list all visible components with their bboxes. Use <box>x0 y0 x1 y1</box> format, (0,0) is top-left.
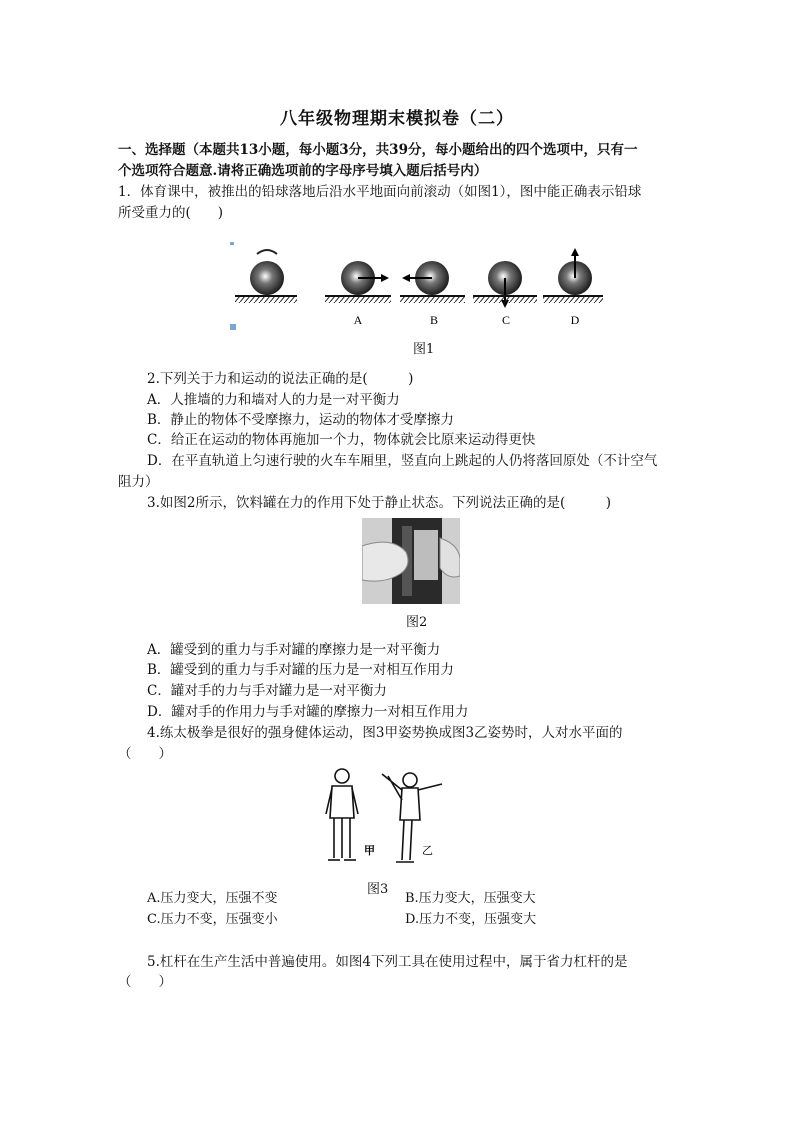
q3-option-d: D．罐对手的作用力与手对罐的摩擦力一对相互作用力 <box>147 704 469 720</box>
q2-option-d-cont: 阻力） <box>118 474 159 490</box>
q4-stem-line1: 4.练太极拳是很好的强身健体运动，图3甲姿势换成图3乙姿势时，人对水平面的 <box>147 725 623 741</box>
figure-1 <box>225 236 615 336</box>
q1-stem-line1: 1．体育课中，被推出的铅球落地后沿水平地面向前滚动（如图1），图中能正确表示铅球 <box>118 184 642 200</box>
section-heading-line2: 个选项符合题意.请将正确选项前的字母序号填入题后括号内） <box>118 163 488 179</box>
label-d: D <box>570 313 580 327</box>
q4-option-b: B.压力变大，压强变大 <box>405 891 536 906</box>
page-title: 八年级物理期末模拟卷（二） <box>280 109 514 129</box>
ball-plain <box>235 250 297 303</box>
q2-option-d: D．在平直轨道上匀速行驶的火车车厢里，竖直向上跳起的人仍将落回原处（不计空气 <box>147 453 658 469</box>
ball-option-c <box>473 261 537 308</box>
label-b: B <box>429 313 439 327</box>
figure-3-caption: 图3 <box>367 882 389 897</box>
q2-stem: 2.下列关于力和运动的说法正确的是( ) <box>147 371 414 387</box>
q4-stem-line2: （ ） <box>118 746 172 762</box>
q4-option-d: D.压力不变，压强变大 <box>405 912 537 927</box>
q5-stem-line2: （ ） <box>118 974 172 990</box>
q2-option-c: C．给正在运动的物体再施加一个力，物体就会比原来运动得更快 <box>147 432 536 448</box>
ball-option-a <box>325 261 391 303</box>
figure-2 <box>362 518 460 604</box>
figure-3 <box>318 766 448 866</box>
q4-option-c: C.压力不变，压强变小 <box>147 912 278 927</box>
section-heading-line1: 一、选择题（本题共13小题，每小题3分，共39分，每小题给出的四个选项中，只有一 <box>118 142 638 158</box>
q2-option-b: B．静止的物体不受摩擦力，运动的物体才受摩擦力 <box>147 412 454 428</box>
q3-option-a: A．罐受到的重力与手对罐的摩擦力是一对平衡力 <box>147 642 441 658</box>
label-jia: 甲 <box>364 844 375 857</box>
label-c: C <box>501 313 511 327</box>
ball-option-b <box>400 261 465 303</box>
label-yi: 乙 <box>422 844 433 857</box>
q2-option-a: A．人推墙的力和墙对人的力是一对平衡力 <box>147 392 400 408</box>
q4-option-a: A.压力变大，压强不变 <box>147 891 278 906</box>
q5-stem-line1: 5.杠杆在生产生活中普遍使用。如图4下列工具在使用过程中，属于省力杠杆的是 <box>147 954 628 970</box>
label-a: A <box>353 313 363 327</box>
q3-stem: 3.如图2所示，饮料罐在力的作用下处于静止状态。下列说法正确的是( ) <box>147 495 612 511</box>
q3-option-c: C．罐对手的力与手对罐力是一对平衡力 <box>147 683 387 699</box>
figure-2-caption: 图2 <box>406 615 428 630</box>
q3-option-b: B．罐受到的重力与手对罐的压力是一对相互作用力 <box>147 662 454 678</box>
q1-stem-line2: 所受重力的( ) <box>118 205 224 221</box>
figure-1-caption: 图1 <box>413 342 435 357</box>
ball-option-d <box>543 248 603 303</box>
